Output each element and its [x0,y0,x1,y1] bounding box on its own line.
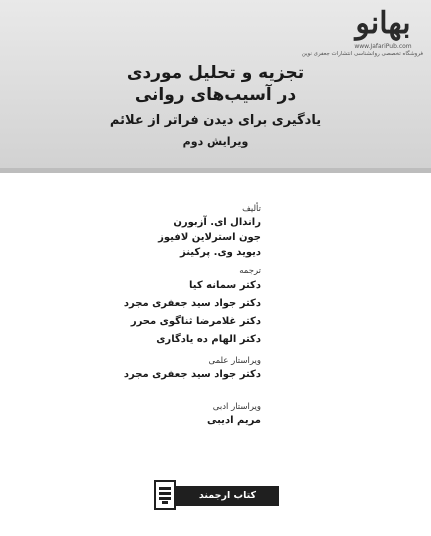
scientific-editor-label: ویراستار علمی [208,356,261,366]
logo-mark: بهانو [355,6,411,41]
book-edition: ویرایش دوم [182,135,249,148]
scientific-editor-group [124,355,261,382]
translators-label: ترجمه [239,266,261,276]
logo-site-url: www.JafariPub.com [354,43,412,50]
scientific-editor-name: دکتر جواد سید جعفری مجرد [123,369,261,380]
authors-label: تألیف [242,204,261,214]
literary-editor-label: ویراستار ادبی [212,402,261,412]
author-name: دیوید وی. پرکینز [179,247,261,258]
author-name: جون استرلاین لافیوز [158,232,261,243]
translator-name: دکتر سمانه کیا [189,280,261,291]
book-subtitle: یادگیری برای دیدن فراتر از علائم [109,113,322,128]
author-name: راندال ای. آزبورن [173,217,261,228]
publisher-name: کتاب ارجمند [176,486,279,506]
logo-tagline: فروشگاه تخصصی روانشناسی انتشارات جعفری نوین [301,51,423,57]
translator-name: دکتر غلامرضا ثناگوی محرر [130,316,261,327]
header-divider [0,168,431,173]
translator-name: دکتر الهام ده یادگاری [156,334,261,345]
translator-name: دکتر جواد سید جعفری مجرد [123,298,261,309]
book-title-line-1: تجزیه و تحلیل موردی [126,63,305,83]
literary-editor-name: مریم ادیبی [206,415,261,426]
authors-group [158,203,261,260]
publisher-logo[interactable] [301,6,423,70]
book-stack-icon [154,480,176,510]
title-block [0,62,431,150]
publisher-imprint [151,486,279,506]
translators-group [124,265,261,349]
book-title-line-2: در آسیب‌های روانی [134,85,297,105]
literary-editor-group [207,401,261,428]
